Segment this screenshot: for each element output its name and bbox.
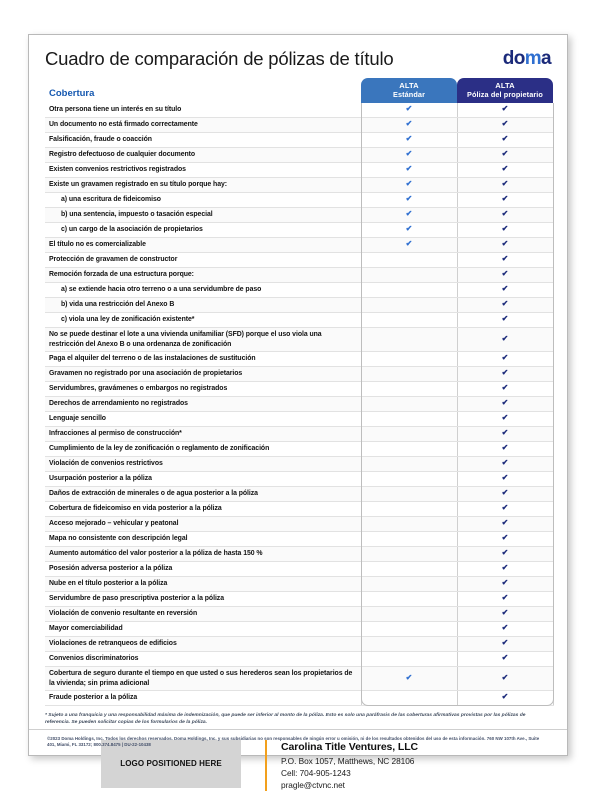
alta-owner-cell [457,502,553,517]
doma-logo-part1: do [502,48,525,70]
check-icon: ✔ [501,284,509,294]
coverage-label: Violación de convenios restrictivos [45,457,361,472]
table-head [45,78,553,103]
column-header-alta-owner [457,78,553,103]
coverage-label: Usurpación posterior a la póliza [45,472,361,487]
coverage-label: El título no es comercializable [45,238,361,253]
check-icon: ✔ [501,149,509,159]
column-header-alta-standard [361,78,457,103]
table-row [45,223,553,238]
document-header [45,49,551,75]
alta-standard-cell [361,577,457,592]
agent-email[interactable]: pragle@ctvnc.net [281,780,345,791]
coverage-label: Lenguaje sencillo [45,412,361,427]
alta-owner-cell [457,268,553,283]
check-icon: ✔ [501,593,509,603]
check-icon: ✔ [501,164,509,174]
table-row [45,103,553,118]
check-icon: ✔ [501,518,509,528]
alta-standard-cell [361,667,457,691]
coverage-label: Servidumbre de paso prescriptiva posterior a la póliza [45,592,361,607]
check-icon: ✔ [501,503,509,513]
alta-owner-cell [457,592,553,607]
check-icon: ✔ [405,119,413,129]
alta-standard-cell [361,502,457,517]
alta-owner-cell [457,208,553,223]
doma-logo-part2: m [524,48,542,70]
coverage-label: b) una sentencia, impuesto o tasación especial [45,208,361,223]
check-icon: ✔ [501,428,509,438]
table-row [45,328,553,352]
table-row [45,592,553,607]
alta-owner-cell [457,547,553,562]
alta-standard-cell [361,163,457,178]
check-icon: ✔ [501,314,509,324]
coverage-label: Remoción forzada de una estructura porque: [45,268,361,283]
alta-standard-cell [361,223,457,238]
table-row [45,178,553,193]
check-icon: ✔ [501,473,509,483]
check-icon: ✔ [501,488,509,498]
check-icon: ✔ [501,383,509,393]
table-row [45,691,553,706]
alta-standard-line1: ALTA [399,81,419,91]
alta-owner-cell [457,472,553,487]
check-icon: ✔ [405,104,413,114]
check-icon: ✔ [501,458,509,468]
table-row [45,133,553,148]
alta-owner-cell [457,637,553,652]
comparison-table-wrapper [45,78,551,706]
alta-standard-cell [361,397,457,412]
alta-standard-cell [361,487,457,502]
check-icon: ✔ [405,239,413,249]
alta-standard-cell [361,268,457,283]
alta-owner-line2: Póliza del propietario [467,89,543,99]
coverage-label: Aumento automático del valor posterior a la póliza de hasta 150 % [45,547,361,562]
alta-owner-cell [457,457,553,472]
alta-standard-cell [361,457,457,472]
copyright-text: ©2023 Doma Holdings, Inc. Todos los derechos reservados. Doma Holdings, Inc. y sus subsidiarias no son responsables de ningún error u omisión, ni de los resultados obtenidos del uso de esta información. 760 NW 107th Ave., Suite 401, Miami, FL 33172; 800.374.8475 | DU-22-10438 [47,735,540,748]
coverage-label: c) viola una ley de zonificación existente* [45,313,361,328]
coverage-label: Posesión adversa posterior a la póliza [45,562,361,577]
check-icon: ✔ [405,134,413,144]
coverage-label: Existe un gravamen registrado en su título porque hay: [45,178,361,193]
check-icon: ✔ [405,224,413,234]
table-row [45,412,553,427]
alta-standard-cell [361,622,457,637]
table-row [45,427,553,442]
alta-standard-cell [361,412,457,427]
document-sheet [28,34,568,791]
table-row [45,487,553,502]
alta-standard-line2: Estándar [392,89,426,99]
check-icon: ✔ [501,333,509,343]
alta-standard-cell [361,313,457,328]
table-row [45,577,553,592]
coverage-label: Gravamen no registrado por una asociación de propietarios [45,367,361,382]
alta-standard-cell [361,193,457,208]
alta-standard-cell [361,442,457,457]
check-icon: ✔ [501,563,509,573]
check-icon: ✔ [501,179,509,189]
check-icon: ✔ [405,209,413,219]
table-row [45,298,553,313]
table-row [45,163,553,178]
coverage-label: Mapa no consistente con descripción legal [45,532,361,547]
footnote: * Sujeto a una franquicia y una responsabilidad máxima de indemnización, que puede ser inferior al monto de la póliza. Esto es solo una paráfrasis de las coberturas afirmativas provistas por las pólizas de referencia. Se pueden solicitar copias de los formularios de la póliza. [45,713,526,726]
alta-owner-cell [457,442,553,457]
check-icon: ✔ [501,194,509,204]
alta-standard-cell [361,547,457,562]
table-row [45,238,553,253]
check-icon: ✔ [501,653,509,663]
alta-owner-cell [457,148,553,163]
coverage-label: Falsificación, fraude o coacción [45,133,361,148]
coverage-label: Existen convenios restrictivos registrados [45,163,361,178]
check-icon: ✔ [501,608,509,618]
coverage-label: No se puede destinar el lote a una vivienda unifamiliar (SFD) porque el uso viola una restricción del Anexo B o una ordenanza de zonificación [45,328,361,352]
check-icon: ✔ [501,533,509,543]
alta-standard-cell [361,472,457,487]
alta-standard-cell [361,133,457,148]
coverage-label: Infracciones al permiso de construcción* [45,427,361,442]
table-row [45,118,553,133]
check-icon: ✔ [501,299,509,309]
coverage-label: Paga el alquiler del terreno o de las instalaciones de sustitución [45,352,361,367]
table-row [45,367,553,382]
table-row [45,397,553,412]
alta-standard-cell [361,208,457,223]
coverage-label: Derechos de arrendamiento no registrados [45,397,361,412]
alta-owner-cell [457,427,553,442]
policy-comparison-table [45,78,554,706]
table-row [45,652,553,667]
alta-owner-cell [457,223,553,238]
check-icon: ✔ [501,134,509,144]
table-row [45,313,553,328]
alta-owner-cell [457,283,553,298]
check-icon: ✔ [501,548,509,558]
check-icon: ✔ [501,224,509,234]
coverage-label: Daños de extracción de minerales o de agua posterior a la póliza [45,487,361,502]
alta-owner-cell [457,562,553,577]
alta-standard-cell [361,103,457,118]
table-row [45,457,553,472]
check-icon: ✔ [501,209,509,219]
table-row [45,517,553,532]
alta-owner-cell [457,178,553,193]
coverage-label: Otra persona tiene un interés en su título [45,103,361,118]
table-row [45,622,553,637]
alta-owner-cell [457,412,553,427]
table-row [45,667,553,691]
alta-standard-cell [361,427,457,442]
coverage-label: Fraude posterior a la póliza [45,691,361,706]
alta-standard-cell [361,517,457,532]
column-header-coverage: Cobertura [49,88,95,100]
check-icon: ✔ [501,104,509,114]
alta-standard-cell [361,253,457,268]
check-icon: ✔ [501,398,509,408]
alta-owner-cell [457,487,553,502]
alta-standard-cell [361,652,457,667]
table-row [45,532,553,547]
table-row [45,547,553,562]
agent-name: Carolina Title Ventures, LLC [281,741,419,754]
coverage-label: Servidumbres, gravámenes o embargos no registrados [45,382,361,397]
check-icon: ✔ [405,164,413,174]
check-icon: ✔ [405,672,413,682]
alta-owner-cell [457,352,553,367]
alta-owner-cell [457,328,553,352]
table-row [45,442,553,457]
alta-owner-cell [457,103,553,118]
alta-owner-cell [457,298,553,313]
alta-owner-cell [457,382,553,397]
coverage-label: Cobertura de seguro durante el tiempo en que usted o sus herederos sean los propietarios de la vivienda; sin prima adicional [45,667,361,691]
table-row [45,562,553,577]
alta-owner-cell [457,163,553,178]
coverage-label: a) se extiende hacia otro terreno o a una servidumbre de paso [45,283,361,298]
coverage-label: c) un cargo de la asociación de propietarios [45,223,361,238]
alta-standard-cell [361,691,457,706]
alta-owner-cell [457,118,553,133]
coverage-label: Cobertura de fideicomiso en vida posterior a la póliza [45,502,361,517]
table-row [45,208,553,223]
coverage-label: a) una escritura de fideicomiso [45,193,361,208]
check-icon: ✔ [405,149,413,159]
check-icon: ✔ [501,254,509,264]
alta-owner-cell [457,532,553,547]
table-row [45,148,553,163]
agent-logo-placeholder: LOGO POSITIONED HERE [101,740,241,788]
alta-owner-cell [457,367,553,382]
alta-standard-cell [361,178,457,193]
check-icon: ✔ [501,672,509,682]
coverage-label: Registro defectuoso de cualquier documento [45,148,361,163]
check-icon: ✔ [501,368,509,378]
alta-owner-cell [457,607,553,622]
table-row [45,268,553,283]
page-title: Cuadro de comparación de pólizas de título [45,48,394,69]
table-row [45,193,553,208]
table-row [45,283,553,298]
doma-logo [503,49,551,69]
check-icon: ✔ [501,638,509,648]
check-icon: ✔ [501,623,509,633]
alta-standard-cell [361,637,457,652]
coverage-label: Violación de convenio resultante en reversión [45,607,361,622]
alta-owner-cell [457,253,553,268]
alta-owner-cell [457,313,553,328]
alta-standard-cell [361,352,457,367]
doma-logo-part3: a [541,48,551,70]
check-icon: ✔ [405,194,413,204]
alta-standard-cell [361,148,457,163]
alta-standard-cell [361,238,457,253]
table-row [45,253,553,268]
alta-standard-cell [361,298,457,313]
check-icon: ✔ [501,269,509,279]
alta-owner-cell [457,622,553,637]
alta-standard-cell [361,283,457,298]
coverage-label: Un documento no está firmado correctamente [45,118,361,133]
coverage-label: Acceso mejorado – vehicular y peatonal [45,517,361,532]
coverage-label: Protección de gravamen de constructor [45,253,361,268]
table-header-row [45,78,553,103]
alta-owner-cell [457,667,553,691]
agent-phone: Cell: 704-905-1243 [281,768,351,779]
alta-standard-cell [361,562,457,577]
check-icon: ✔ [501,578,509,588]
check-icon: ✔ [501,443,509,453]
table-row [45,352,553,367]
coverage-label: Cumplimiento de la ley de zonificación o reglamento de zonificación [45,442,361,457]
alta-standard-cell [361,607,457,622]
check-icon: ✔ [501,353,509,363]
table-body [45,103,553,706]
coverage-label: Mayor comerciabilidad [45,622,361,637]
alta-standard-cell [361,592,457,607]
alta-owner-cell [457,133,553,148]
agent-address: P.O. Box 1057, Matthews, NC 28106 [281,756,415,767]
table-row [45,637,553,652]
alta-owner-cell [457,691,553,706]
alta-owner-cell [457,517,553,532]
coverage-label: Violaciones de retranqueos de edificios [45,637,361,652]
table-row [45,502,553,517]
alta-standard-cell [361,532,457,547]
alta-owner-cell [457,193,553,208]
check-icon: ✔ [501,692,509,702]
check-icon: ✔ [501,239,509,249]
table-row [45,382,553,397]
alta-standard-cell [361,118,457,133]
check-icon: ✔ [405,179,413,189]
coverage-label: Nube en el título posterior a la póliza [45,577,361,592]
alta-standard-cell [361,367,457,382]
copyright-bar [29,729,567,755]
alta-owner-cell [457,397,553,412]
alta-standard-cell [361,328,457,352]
alta-owner-cell [457,238,553,253]
alta-owner-cell [457,652,553,667]
alta-owner-cell [457,577,553,592]
coverage-label: b) vida una restricción del Anexo B [45,298,361,313]
alta-standard-cell [361,382,457,397]
table-row [45,607,553,622]
check-icon: ✔ [501,413,509,423]
table-row [45,472,553,487]
coverage-label: Convenios discriminatorios [45,652,361,667]
check-icon: ✔ [501,119,509,129]
alta-owner-line1: ALTA [495,81,515,91]
